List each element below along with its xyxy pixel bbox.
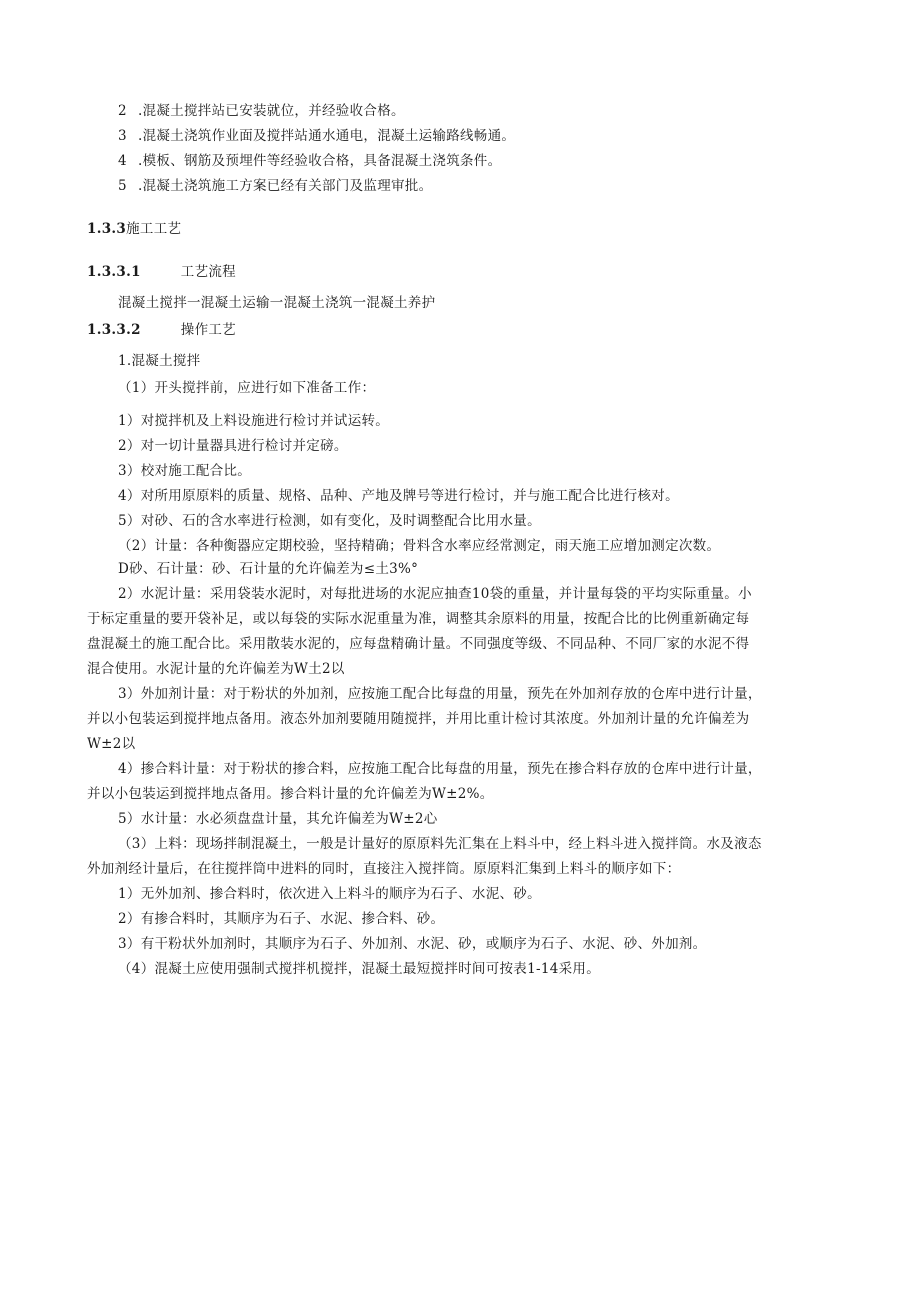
list-item-text: .混凝土搅拌站已安装就位，并经验收合格。 (138, 103, 405, 119)
list-item (118, 176, 432, 196)
section-title: 施工工艺 (126, 221, 182, 237)
paragraph-line: （2）计量：各种衡器应定期校验，坚持精确；骨料含水率应经常测定，雨天施工应增加测定次数。 (118, 538, 721, 554)
section-heading-1-3-3-1 (87, 262, 236, 282)
paragraph-line: 盘混凝土的施工配合比。采用散装水泥的，应每盘精确计量。不同强度等级、不同品种、不同厂家的水泥不得 (87, 636, 750, 652)
list-item (118, 101, 405, 121)
process-flow-text: 混凝土搅拌一混凝土运输一混凝土浇筑一混凝土养护 (118, 295, 436, 311)
paragraph-line: D砂、石计量：砂、石计量的允许偏差为≤土3%° (118, 561, 419, 577)
list-item (118, 126, 515, 146)
paragraph-line: 外加剂经计量后，在往搅拌筒中进料的同时，直接注入搅拌筒。原原料汇集到上料斗的顺序如下： (87, 861, 681, 877)
list-item-number: 3 (118, 128, 127, 144)
paragraph-line: 3）有干粉状外加剂时，其顺序为石子、外加剂、水泥、砂，或顺序为石子、水泥、砂、外加剂。 (118, 936, 707, 952)
list-item-number: 4 (118, 153, 127, 169)
paragraph-line: 2）水泥计量：采用袋装水泥时，对每批进场的水泥应抽查10袋的重量，并计量每袋的平均实际重量。小 (118, 586, 752, 602)
paragraph-line: 2）对一切计量器具进行检讨并定磅。 (118, 438, 348, 454)
paragraph-line: 3）校对施工配合比。 (118, 463, 252, 479)
paragraph-line: 4）对所用原原料的质量、规格、品种、产地及牌号等进行检讨，并与施工配合比进行核对。 (118, 488, 679, 504)
list-item-number: 5 (118, 178, 127, 194)
section-number: 1.3.3 (87, 221, 127, 237)
section-number: 1.3.3.2 (87, 322, 141, 338)
section-number: 1.3.3.1 (87, 264, 141, 280)
paragraph-line: 混合使用。水泥计量的允许偏差为W土2以 (87, 661, 345, 677)
paragraph-line: （4）混凝土应使用强制式搅拌机搅拌，混凝土最短搅拌时间可按表1-14采用。 (118, 961, 601, 977)
paragraph-line: 1）无外加剂、掺合料时，依次进入上料斗的顺序为石子、水泥、砂。 (118, 886, 541, 902)
list-item-text: .混凝土浇筑作业面及搅拌站通水通电，混凝土运输路线畅通。 (138, 128, 516, 144)
list-item-text: .混凝土浇筑施工方案已经有关部门及监理审批。 (138, 178, 433, 194)
list-item-number: 2 (118, 103, 127, 119)
section-heading-1-3-3-2 (87, 320, 236, 340)
paragraph-line: 3）外加剂计量：对于粉状的外加剂，应按施工配合比每盘的用量，预先在外加剂存放的仓库中进行计量， (118, 686, 762, 702)
list-item-text: .模板、钢筋及预埋件等经验收合格，具备混凝土浇筑条件。 (138, 153, 502, 169)
paragraph-line: 于标定重量的要开袋补足，或以每袋的实际水泥重量为准，调整其余原料的用量，按配合比的比例重新确定每 (87, 611, 750, 627)
paragraph-line: 5）水计量：水必须盘盘计量，其允许偏差为W±2心 (118, 811, 438, 827)
paragraph-line: 5）对砂、石的含水率进行检测，如有变化，及时调整配合比用水量。 (118, 513, 541, 529)
paragraph-line: 4）掺合料计量：对于粉状的掺合料，应按施工配合比每盘的用量，预先在掺合料存放的仓库中进行计量， (118, 761, 762, 777)
paragraph-line: 2）有掺合料时，其顺序为石子、水泥、掺合料、砂。 (118, 911, 445, 927)
section-title: 操作工艺 (180, 322, 236, 338)
paragraph-line: （1）开头搅拌前，应进行如下准备工作： (118, 380, 376, 396)
paragraph-line: 1）对搅拌机及上料设施进行检讨并试运转。 (118, 413, 390, 429)
paragraph-line: 并以小包装运到搅拌地点备用。液态外加剂要随用随搅拌，并用比重计检讨其浓度。外加剂计量的允许偏差为 (87, 711, 750, 727)
paragraph-line: （3）上料：现场拌制混凝土，一般是计量好的原原料先汇集在上料斗中，经上料斗进入搅拌筒。水及液态 (118, 836, 762, 852)
list-item (118, 151, 501, 171)
section-heading-1-3-3 (87, 219, 181, 239)
paragraph-line: W±2以 (87, 736, 136, 752)
section-title: 工艺流程 (180, 264, 236, 280)
subsection-title: 1.混凝土搅拌 (118, 353, 201, 369)
paragraph-line: 并以小包装运到搅拌地点备用。掺合料计量的允许偏差为W±2%。 (87, 786, 494, 802)
